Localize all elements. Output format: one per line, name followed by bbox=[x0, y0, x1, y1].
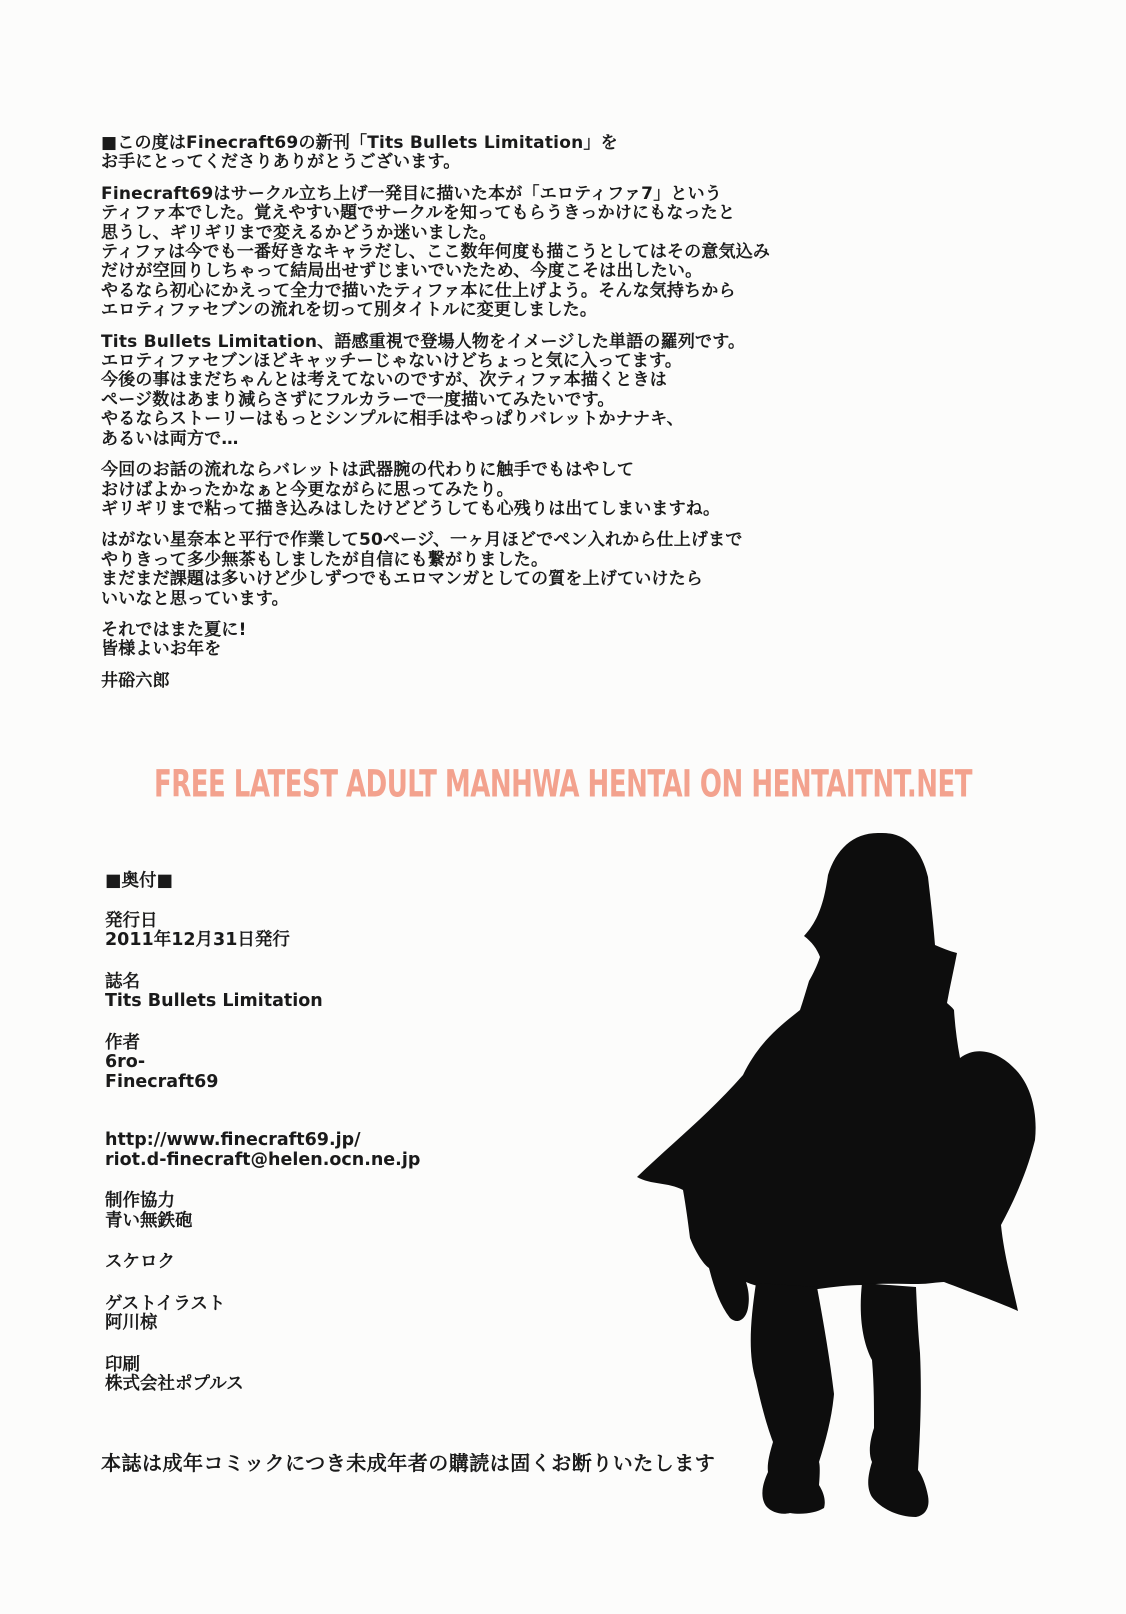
text-line: 阿川椋 bbox=[105, 1313, 158, 1333]
text-line: Tits Bullets Limitation bbox=[105, 991, 323, 1011]
text-line: 青い無鉄砲 bbox=[105, 1210, 193, 1231]
text-line: やるならストーリーはもっとシンプルに相手はやっぱりバレットかナナキ、 bbox=[101, 409, 684, 430]
text-line: 思うし、ギリギリまで変えるかどうか迷いました。 bbox=[101, 222, 497, 243]
afterword-paragraph bbox=[101, 531, 861, 609]
text-line: ■この度はFinecraft69の新刊「Tits Bullets Limitation」を bbox=[101, 133, 618, 153]
text-line: http://www.finecraft69.jp/ bbox=[105, 1130, 361, 1150]
colophon-group bbox=[105, 1192, 585, 1231]
silhouette-left-leg bbox=[751, 1283, 834, 1514]
colophon-group bbox=[105, 1295, 585, 1334]
text-line: riot.d-finecraft@helen.ocn.ne.jp bbox=[105, 1149, 421, 1170]
text-line: まだまだ課題は多いけど少しずつでもエロマンガとしての質を上げていけたら bbox=[101, 569, 703, 590]
text-line: Tits Bullets Limitation、語感重視で登場人物をイメージした単語の羅列です。 bbox=[101, 331, 746, 352]
colophon-group bbox=[105, 973, 585, 1012]
text-line: お手にとってくださりありがとうございます。 bbox=[101, 152, 461, 173]
text-line: エロティファセブンほどキャッチーじゃないけどちょっと気に入ってます。 bbox=[101, 351, 683, 372]
text-line: 誌名 bbox=[105, 971, 140, 992]
text-line: あるいは両方で… bbox=[101, 428, 239, 449]
afterword-paragraph bbox=[101, 333, 861, 449]
colophon-groups bbox=[105, 912, 585, 1395]
text-line: 発行日 bbox=[105, 910, 158, 931]
colophon-group bbox=[105, 1253, 585, 1273]
afterword-paragraph bbox=[101, 185, 861, 321]
text-line: やるなら初心にかえって全力で描いたティファ本に仕上げよう。そんな気持ちから bbox=[101, 280, 736, 301]
text-line: Finecraft69 bbox=[105, 1071, 219, 1092]
text-line: やりきって多少無茶もしましたが自信にも繋がりました。 bbox=[101, 549, 549, 570]
text-line: それではまた夏に! bbox=[101, 619, 247, 640]
text-line: いいなと思っています。 bbox=[101, 588, 289, 609]
text-line: スケロク bbox=[105, 1252, 175, 1272]
text-line: ティファは今でも一番好きなキャラだし、ここ数年何度も描こうとしてはその意気込み bbox=[101, 242, 771, 263]
text-line: 皆様よいお年を bbox=[101, 639, 222, 660]
colophon-group bbox=[105, 912, 585, 951]
text-line: 今後の事はまだちゃんとは考えてないのですが、次ティファ本描くときは bbox=[101, 370, 667, 391]
text-line: ページ数はあまり減らさずにフルカラーで一度描いてみたいです。 bbox=[101, 389, 615, 410]
colophon-group bbox=[105, 1356, 585, 1395]
colophon-title: ■奥付■ bbox=[105, 871, 174, 891]
colophon bbox=[105, 872, 585, 1417]
silhouette-right-leg bbox=[861, 1283, 929, 1517]
colophon-group bbox=[105, 1034, 585, 1093]
text-line: 6ro- bbox=[105, 1052, 146, 1072]
text-line: Finecraft69はサークル立ち上げ一発目に描いた本が「エロティファ7」という bbox=[101, 183, 723, 204]
silhouette-body-cape bbox=[637, 833, 1036, 1321]
text-line: はがない星奈本と平行で作業して50ページ、一ヶ月ほどでペン入れから仕上げまで bbox=[101, 530, 743, 551]
afterword-paragraph bbox=[101, 461, 861, 519]
text-line: おけばよかったかなぁと今更ながらに思ってみたり。 bbox=[101, 479, 514, 500]
text-line: だけが空回りしちゃって結局出せずじまいでいたため、今度こそは出したい。 bbox=[101, 261, 703, 282]
text-line: 株式会社ポプルス bbox=[105, 1374, 244, 1394]
afterword-paragraph bbox=[101, 134, 861, 173]
colophon-group bbox=[105, 1131, 585, 1170]
afterword-text bbox=[101, 134, 861, 703]
character-silhouette bbox=[618, 823, 1050, 1525]
text-line: ギリギリまで粘って描き込みはしたけどどうしても心残りは出てしまいますね。 bbox=[101, 498, 721, 519]
age-restriction-notice: 本誌は成年コミックにつき未成年者の購読は固くお断りいたします bbox=[101, 1451, 716, 1475]
text-line: 作者 bbox=[105, 1032, 140, 1053]
text-line: 今回のお話の流れならバレットは武器腕の代わりに触手でもはやして bbox=[101, 460, 635, 481]
text-line: ゲストイラスト bbox=[105, 1293, 226, 1314]
watermark-text: FREE LATEST ADULT MANHWA HENTAI ON HENTAITNT.NET bbox=[153, 763, 973, 807]
text-line: 2011年12月31日発行 bbox=[105, 930, 290, 950]
text-line: 井硲六郎 bbox=[101, 670, 170, 691]
text-line: 印刷 bbox=[105, 1354, 140, 1375]
afterword-paragraph bbox=[101, 672, 861, 691]
afterword-paragraph bbox=[101, 621, 861, 660]
text-line: 制作協力 bbox=[105, 1191, 175, 1211]
text-line: ティファ本でした。覚えやすい題でサークルを知ってもらうきっかけにもなったと bbox=[101, 203, 736, 224]
text-line: エロティファセブンの流れを切って別タイトルに変更しました。 bbox=[101, 300, 598, 321]
